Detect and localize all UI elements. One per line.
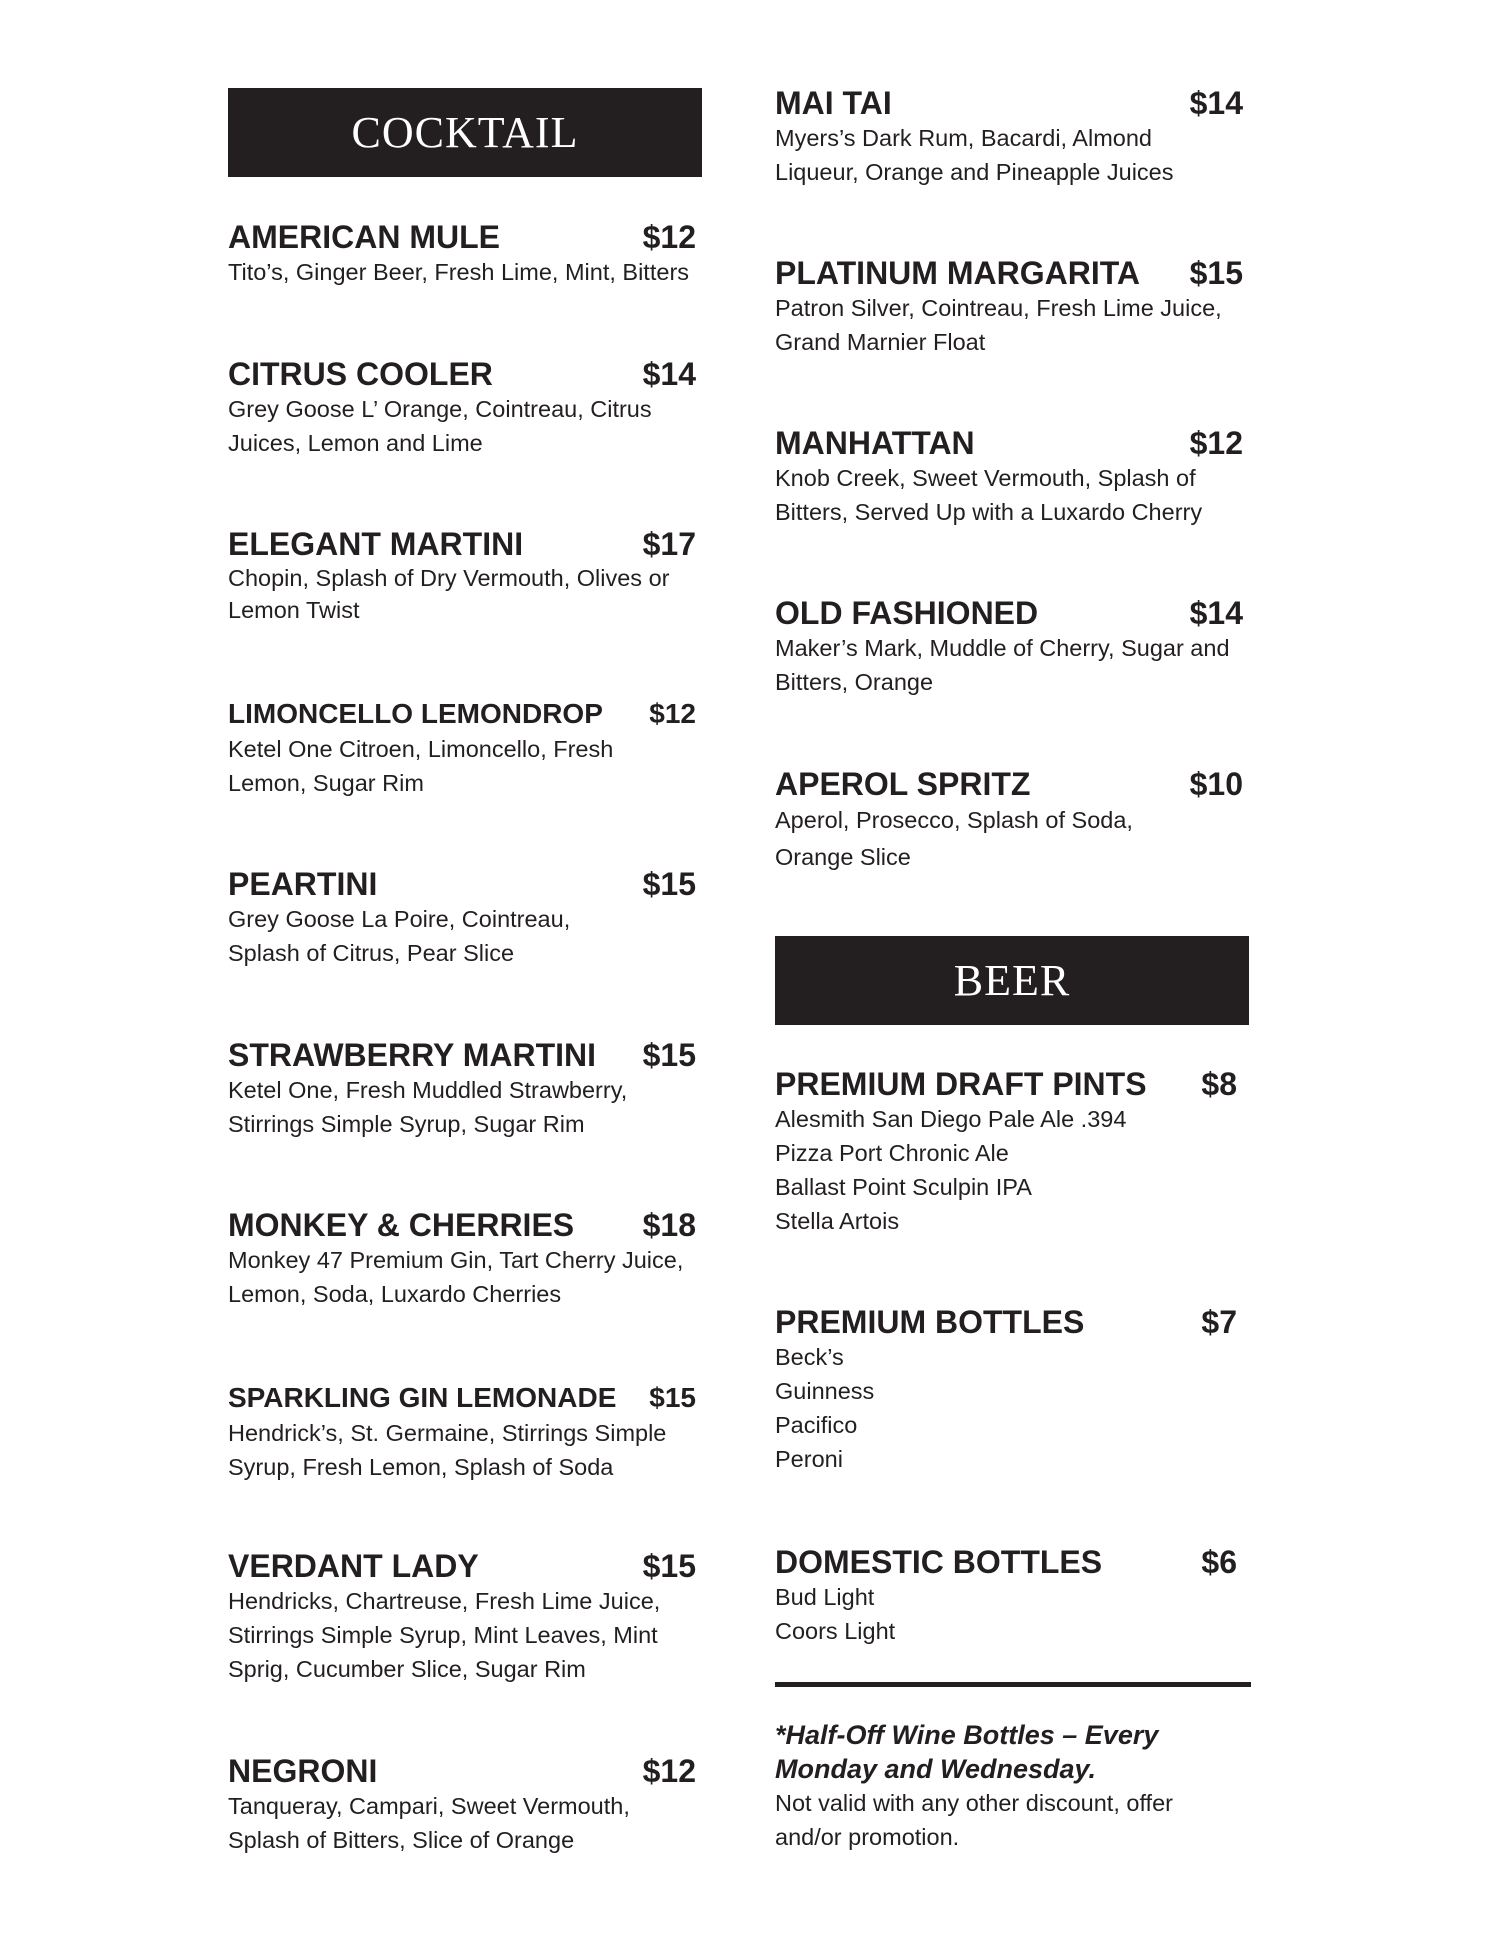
item-name: PREMIUM DRAFT PINTS xyxy=(775,1066,1147,1102)
item-price: $15 xyxy=(1189,255,1243,291)
item-description: Grey Goose L’ Orange, Cointreau, Citrus Juices, Lemon and Lime xyxy=(228,396,652,456)
menu-item xyxy=(228,1753,704,1857)
menu-item xyxy=(228,356,704,460)
beer-heading: BEER xyxy=(775,936,1249,1025)
item-price: $18 xyxy=(642,1207,696,1243)
item-description: Myers’s Dark Rum, Bacardi, Almond Liqueur, Orange and Pineapple Juices xyxy=(775,125,1174,185)
item-price: $12 xyxy=(642,1753,696,1789)
list-item: Peroni xyxy=(775,1446,843,1472)
item-price: $6 xyxy=(1201,1544,1237,1580)
item-name: PLATINUM MARGARITA xyxy=(775,255,1140,291)
list-item: Alesmith San Diego Pale Ale .394 xyxy=(775,1106,1127,1132)
item-price: $15 xyxy=(642,866,696,902)
promo-note: Not valid with any other discount, offer and/or promotion. xyxy=(775,1790,1173,1850)
beer-group xyxy=(775,1304,1251,1476)
divider xyxy=(775,1682,1251,1687)
item-description: Maker’s Mark, Muddle of Cherry, Sugar and Bitters, Orange xyxy=(775,635,1230,695)
promo-block xyxy=(775,1718,1251,1854)
item-name: DOMESTIC BOTTLES xyxy=(775,1544,1103,1580)
item-name: AMERICAN MULE xyxy=(228,219,500,255)
item-name: MONKEY & CHERRIES xyxy=(228,1207,575,1243)
item-description: Grey Goose La Poire, Cointreau, Splash of Citrus, Pear Slice xyxy=(228,906,571,966)
item-description: Monkey 47 Premium Gin, Tart Cherry Juice, Lemon, Soda, Luxardo Cherries xyxy=(228,1247,684,1307)
item-description: Chopin, Splash of Dry Vermouth, Olives or Lemon Twist xyxy=(228,565,670,623)
menu-item xyxy=(228,1548,704,1686)
list-item: Pacifico xyxy=(775,1412,858,1438)
item-description: Patron Silver, Cointreau, Fresh Lime Juice, Grand Marnier Float xyxy=(775,295,1222,355)
item-description: Ketel One, Fresh Muddled Strawberry, Stirrings Simple Syrup, Sugar Rim xyxy=(228,1077,628,1137)
menu-item xyxy=(228,219,704,289)
item-price: $15 xyxy=(642,1548,696,1584)
item-name: OLD FASHIONED xyxy=(775,595,1039,631)
item-name: PEARTINI xyxy=(228,866,378,902)
item-price: $14 xyxy=(1189,595,1243,631)
item-price: $7 xyxy=(1201,1304,1237,1340)
item-name: VERDANT LADY xyxy=(228,1548,479,1584)
item-price: $14 xyxy=(1189,85,1243,121)
item-description: Tanqueray, Campari, Sweet Vermouth, Splash of Bitters, Slice of Orange xyxy=(228,1793,630,1853)
menu-item xyxy=(228,696,704,800)
item-name: LIMONCELLO LEMONDROP xyxy=(228,698,603,729)
item-price: $15 xyxy=(642,1037,696,1073)
menu-item xyxy=(775,595,1251,699)
beer-group xyxy=(775,1544,1251,1648)
menu-item xyxy=(775,255,1251,359)
list-item: Guinness xyxy=(775,1378,875,1404)
item-price: $12 xyxy=(642,219,696,255)
promo-title: *Half-Off Wine Bottles – Every Monday and Wednesday. xyxy=(775,1720,1159,1784)
item-description: Knob Creek, Sweet Vermouth, Splash of Bitters, Served Up with a Luxardo Cherry xyxy=(775,465,1203,525)
item-name: MANHATTAN xyxy=(775,425,975,461)
item-description: Ketel One Citroen, Limoncello, Fresh Lemon, Sugar Rim xyxy=(228,736,614,796)
item-price: $10 xyxy=(1189,766,1243,802)
item-name: NEGRONI xyxy=(228,1753,378,1789)
menu-item xyxy=(775,85,1251,189)
item-name: SPARKLING GIN LEMONADE xyxy=(228,1382,617,1413)
menu-item xyxy=(228,1037,704,1141)
list-item: Beck’s xyxy=(775,1344,844,1370)
menu-item xyxy=(775,766,1251,876)
list-item: Ballast Point Sculpin IPA xyxy=(775,1174,1032,1200)
menu-item xyxy=(228,866,704,970)
item-description: Hendricks, Chartreuse, Fresh Lime Juice, Stirrings Simple Syrup, Mint Leaves, Mint Sprig, Cucumber Slice, Sugar Rim xyxy=(228,1588,661,1682)
item-name: STRAWBERRY MARTINI xyxy=(228,1037,596,1073)
menu-item xyxy=(228,1380,704,1484)
list-item: Pizza Port Chronic Ale xyxy=(775,1140,1009,1166)
item-price: $12 xyxy=(649,698,696,729)
item-price: $8 xyxy=(1201,1066,1237,1102)
beer-group xyxy=(775,1066,1251,1238)
item-name: PREMIUM BOTTLES xyxy=(775,1304,1085,1340)
list-item: Coors Light xyxy=(775,1618,896,1644)
item-price: $14 xyxy=(642,356,696,392)
menu-item xyxy=(228,1207,704,1311)
menu-item xyxy=(775,425,1251,529)
item-description: Tito’s, Ginger Beer, Fresh Lime, Mint, Bitters xyxy=(228,259,690,285)
item-name: MAI TAI xyxy=(775,85,892,121)
list-item: Bud Light xyxy=(775,1584,875,1610)
item-description: Hendrick’s, St. Germaine, Stirrings Simple Syrup, Fresh Lemon, Splash of Soda xyxy=(228,1420,667,1480)
item-description: Aperol, Prosecco, Splash of Soda, Orange Slice xyxy=(775,807,1133,870)
list-item: Stella Artois xyxy=(775,1208,900,1234)
item-name: CITRUS COOLER xyxy=(228,356,493,392)
item-name: ELEGANT MARTINI xyxy=(228,526,524,562)
cocktail-heading: COCKTAIL xyxy=(228,88,702,177)
item-name: APEROL SPRITZ xyxy=(775,766,1031,802)
item-price: $12 xyxy=(1189,425,1243,461)
item-price: $17 xyxy=(642,526,696,562)
item-price: $15 xyxy=(649,1382,696,1413)
menu-item xyxy=(228,526,704,626)
